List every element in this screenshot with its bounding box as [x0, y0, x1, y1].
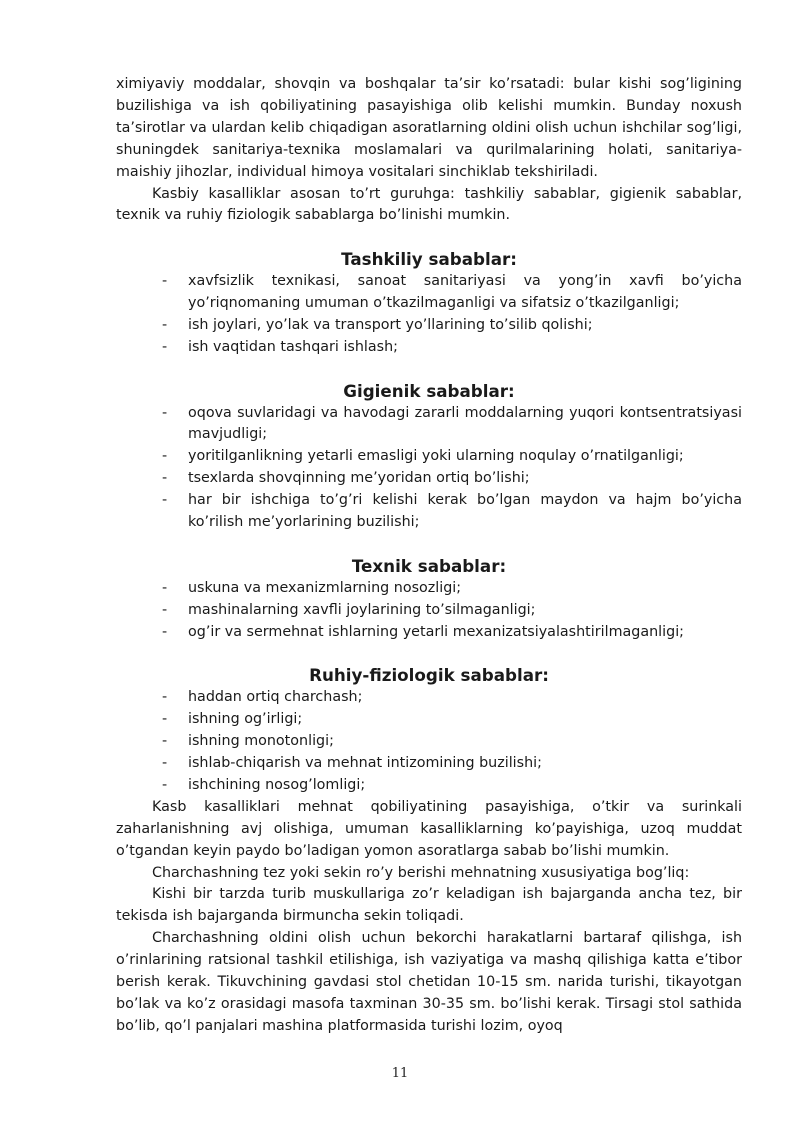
- section-organizational: [116, 249, 742, 359]
- section-heading: Texnik sabablar:: [351, 555, 507, 576]
- outro-paragraph-4: Charchashning oldini olish uchun bekorchi harakatlarni bartaraf qilishga, ish o’rinlarining ratsional tashkil etilishiga, ish vaziyatiga va mashq qilishiga katta e’tibor berish kerak. Tikuvchining gavdasi stol chetidan 10-15 sm. narida turishi, tikayotgan bo’lak va ko’z orasidagi masofa taxminan 30-35 sm. bo’lishi kerak. Tirsagi stol sathida bo’lib, qo’l panjalari mashina platformasida turishi lozim, oyoq: [116, 930, 742, 1034]
- intro-paragraph-2: Kasbiy kasalliklar asosan to’rt guruhga: tashkiliy sabablar, gigienik sabablar, texnik va ruhiy fiziologik sabablarga bo’linishi mumkin.: [116, 185, 742, 224]
- intro-paragraph-1: ximiyaviy moddalar, shovqin va boshqalar ta’sir ko’rsatadi: bular kishi sog’ligining buzilishiga va ish qobiliyatining pasayishiga olib kelishi mumkin. Bunday noxush ta’sirotlar va ulardan kelib chiqadigan asoratlarning oldini olish uchun ishchilar sog’ligi, shuningdek sanitariya-texnika moslamalari va qurilmalarining holati, sanitariya-maishiy jihozlar, individual himoya vositalari sinchiklab tekshiriladi.: [116, 76, 742, 180]
- list-item: - xavfsizlik texnikasi, sanoat sanitariyasi va yong’in xavfi bo’yicha yo’riqnomaning umuman o’tkazilmaganligi va sifatsiz o’tkazilganligi;: [116, 271, 742, 315]
- cause-list: [116, 271, 742, 359]
- list-item: - har bir ishchiga to’g’ri kelishi kerak bo’lgan maydon va hajm bo’yicha ko’rilish me’yorlarining buzilishi;: [116, 490, 742, 534]
- section-heading: Ruhiy-fiziologik sabablar:: [309, 665, 549, 686]
- list-item: - ishlab-chiqarish va mehnat intizomining buzilishi;: [116, 753, 742, 775]
- list-item: - mashinalarning xavfli joylarining to’silmaganligi;: [116, 600, 742, 622]
- list-item: - ishning og’irligi;: [116, 709, 742, 731]
- list-item: - haddan ortiq charchash;: [116, 687, 742, 709]
- cause-list: [116, 403, 742, 534]
- section-technical: [116, 556, 742, 644]
- list-item: - uskuna va mexanizmlarning nosozligi;: [116, 578, 742, 600]
- section-hygienic: [116, 381, 742, 534]
- section-psychophysiological: [116, 665, 742, 796]
- outro-paragraph-1: Kasb kasalliklari mehnat qobiliyatining pasayishiga, o’tkir va surinkali zaharlanishning avj olishiga, umuman kasalliklarning ko’payishiga, uzoq muddat o’tgandan keyin paydo bo’ladigan yomon asoratlarga sabab bo’lishi mumkin.: [116, 798, 742, 859]
- list-item: - ish joylari, yo’lak va transport yo’llarining to’silib qolishi;: [116, 315, 742, 337]
- list-item: - ishchining nosog’lomligi;: [116, 775, 742, 797]
- cause-list: [116, 687, 742, 797]
- list-item: - tsexlarda shovqinning me’yoridan ortiq bo’lishi;: [116, 468, 742, 490]
- outro-paragraph-3: Kishi bir tarzda turib muskullariga zo’r keladigan ish bajarganda ancha tez, bir tekisda ish bajarganda birmuncha sekin toliqadi.: [116, 886, 742, 925]
- list-item: - oqova suvlaridagi va havodagi zararli moddalarning yuqori kontsentratsiyasi mavjudligi;: [116, 403, 742, 447]
- list-item: - og’ir va sermehnat ishlarning yetarli mexanizatsiyalashtirilmaganligi;: [116, 622, 742, 644]
- page-number: 11: [391, 1066, 409, 1081]
- cause-list: [116, 578, 742, 644]
- document-page: [116, 74, 742, 1038]
- list-item: - yoritilganlikning yetarli emasligi yoki ularning noqulay o’rnatilganligi;: [116, 446, 742, 468]
- list-item: - ishning monotonligi;: [116, 731, 742, 753]
- section-heading: Tashkiliy sabablar:: [341, 249, 517, 270]
- section-heading: Gigienik sabablar:: [343, 380, 515, 401]
- list-item: - ish vaqtidan tashqari ishlash;: [116, 337, 742, 359]
- outro-paragraph-2: Charchashning tez yoki sekin ro’y berishi mehnatning xususiyatiga bog’liq:: [152, 864, 690, 881]
